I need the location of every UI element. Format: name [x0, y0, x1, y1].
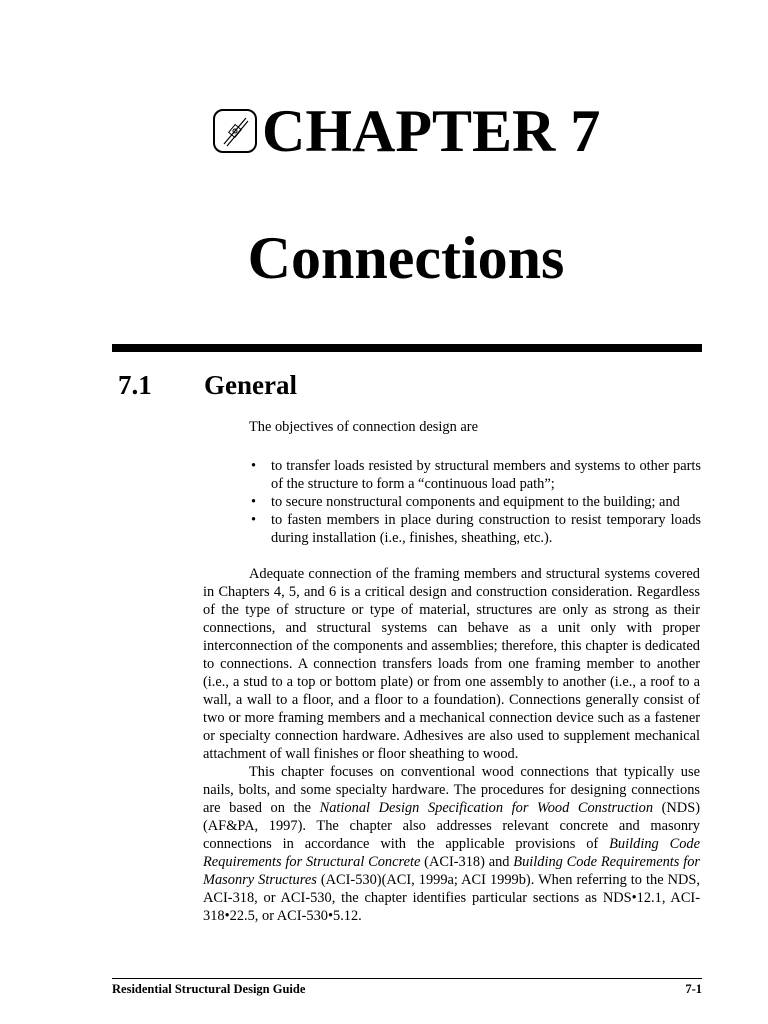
- section-title: General: [204, 370, 297, 400]
- paragraph-text: This chapter focuses on conventional wood connections that typically use nails, bolts, and some specialty hardware. The procedures for designing connections are based on the: [203, 764, 700, 816]
- intro-text: The objectives of connection design are: [249, 419, 478, 435]
- footer-rule: [112, 978, 702, 979]
- aci-530-title: Building Code Requirements for Masonry Structures: [203, 854, 700, 888]
- page-number: 7-1: [685, 982, 702, 996]
- chapter-label: CHAPTER 7: [262, 98, 601, 164]
- body-text: [203, 565, 700, 925]
- section-number: 7.1: [118, 370, 152, 400]
- chapter-heading: [212, 92, 600, 170]
- paragraph-text: (ACI-530)(ACI, 1999a; ACI 1999b). When referring to the NDS, ACI-318, or ACI-530, the chapter identifies particular sections as NDS•12.1, ACI-318•22.5, or ACI-530•5.12.: [203, 872, 700, 924]
- paragraph-text: (NDS) (AF&PA, 1997). The chapter also addresses relevant concrete and masonry connections in accordance with the applicable provisions of: [203, 800, 700, 852]
- connector-logo-icon: [212, 108, 258, 154]
- section-heading: [118, 370, 297, 401]
- paragraph: Adequate connection of the framing members and structural systems covered in Chapters 4, 5, and 6 is a critical design and construction consideration. Regardless of the type of structure or type of material, structures are only as strong as their connections, and structural systems can behave as a unit only with proper interconnection of the components and assemblies; therefore, this chapter is dedicated to connections. A connection transfers loads from one framing member to another (i.e., a stud to a top or bottom plate) or from one assembly to another (i.e., a roof to a wall, a wall to a floor, and a floor to a foundation). Connections generally consist of two or more framing members and a mechanical connection device such as a fastener or specialty connection hardware. Adhesives are also used to supplement mechanical attachment of wall finishes or floor sheathing to wood.: [203, 566, 700, 762]
- objectives-list: [249, 457, 701, 547]
- chapter-title: Connections: [247, 225, 565, 291]
- heading-rule: [112, 344, 702, 352]
- page-footer: [112, 982, 702, 997]
- aci-318-title: Building Code Requirements for Structural Concrete: [203, 836, 700, 870]
- paragraph-text: (ACI-318) and: [420, 854, 514, 870]
- list-item: • to secure nonstructural components and equipment to the building; and: [249, 493, 701, 511]
- footer-title: Residential Structural Design Guide: [112, 982, 306, 996]
- nds-title: National Design Specification for Wood Construction: [319, 800, 654, 816]
- list-item: • to fasten members in place during construction to resist temporary loads during installation (i.e., finishes, sheathing, etc.).: [249, 511, 701, 547]
- paragraph: [203, 763, 700, 925]
- list-item: • to transfer loads resisted by structural members and systems to other parts of the structure to form a “continuous load path”;: [249, 457, 701, 493]
